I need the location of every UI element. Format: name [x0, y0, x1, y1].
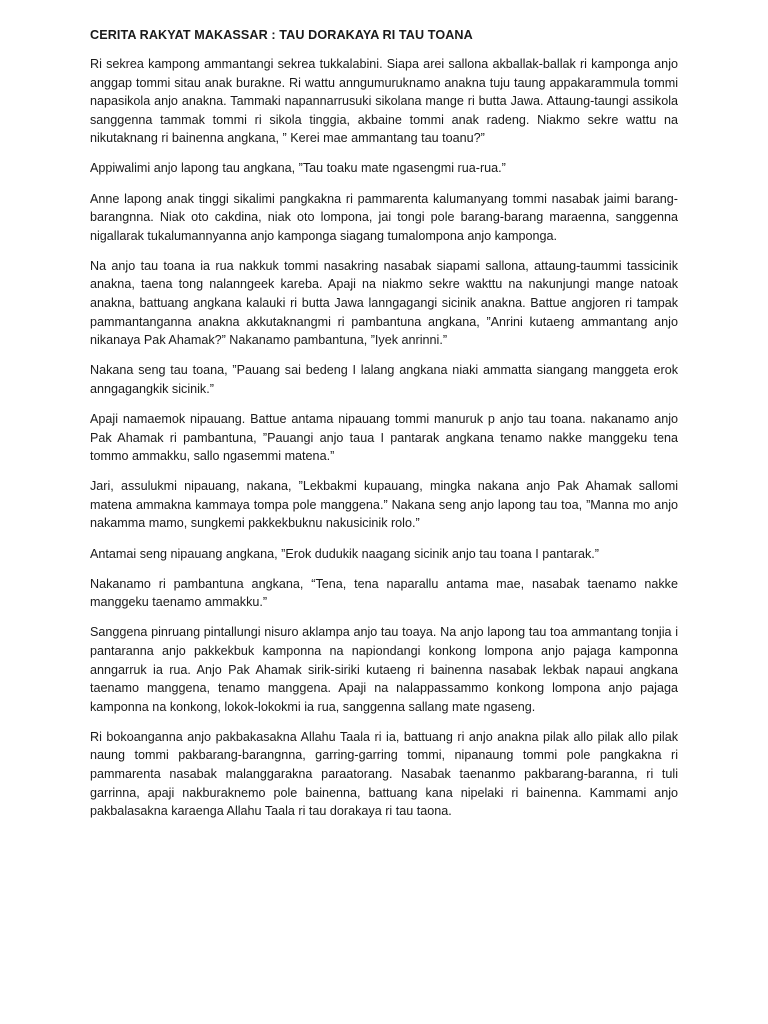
paragraph-2: Appiwalimi anjo lapong tau angkana, ”Tau toaku mate ngasengmi rua-rua.” [90, 161, 506, 176]
paragraph-5: Nakana seng tau toana, ”Pauang sai bedeng I lalang angkana niaki ammatta siangang manggeta erok anngagangkik sicinik.” [90, 363, 678, 396]
paragraph-8: Antamai seng nipauang angkana, ”Erok dudukik naagang sicinik anjo tau toana I pantarak.” [90, 546, 599, 561]
paragraph-1: Ri sekrea kampong ammantangi sekrea tukkalabini. Siapa arei sallona akballak-ballak ri kamponga anjo anggap tommi sitau anak burakne. Ri wattu anngumuruknamo anakna tuju taung appakarammula tommi napasikola anjo anakna. Tammaki napannarrusuki sikolana mange ri butta Jawa. Attaung-taungi assikola sanggenna tammak tommi ri sikola tinggia, akbaine tommi anak radeng. Niakmo sekre wattu na nikutaknang ri bainenna angkana, ” Kerei mae ammantang tau toanu?” [90, 57, 678, 146]
paragraph-3: Anne lapong anak tinggi sikalimi pangkakna ri pammarenta kalumanyang tommi nasabak jaimi barang-barangnna. Niak oto cakdina, niak oto lompona, jai tongi pole barang-barang maraenna, sanggenna nigallarak tukalumannyanna anjo kamponga siagang tumalompona anjo kamponga. [90, 191, 678, 243]
paragraph-6: Apaji namaemok nipauang. Battue antama nipauang tommi manuruk p anjo tau toana. nakanamo anjo Pak Ahamak ri pambantuna, ”Pauangi anjo taua I pantarak angkana tenamo nakke manggeku tena tommo ammakku, sallo ngasemmi matena.” [90, 412, 678, 464]
document-title: CERITA RAKYAT MAKASSAR : TAU DORAKAYA RI TAU TOANA [90, 28, 473, 42]
paragraph-9: Nakanamo ri pambantuna angkana, “Tena, tena naparallu antama mae, nasabak taenamo nakke manggeku taenamo ammakku.” [90, 576, 678, 610]
document-page [90, 26, 678, 832]
paragraph-4: Na anjo tau toana ia rua nakkuk tommi nasakring nasabak siapami sallona, attaung-taummi tassicinik anakna, taena tong nalanngeek kareba. Apaji na niakmo sekre wakttu na nakunjungi mange natoak anakna, battuang angkana kalauki ri butta Jawa lanngagangi sicinik anakna. Battue angjoren ri tampak pammantanganna anakna akkutaknangmi ri pambantuna angkana, ”Anrini kutaeng ammantang anjo nikanaya Pak Ahamak?” Nakanamo pambantuna, ”Iyek anrinni.” [90, 258, 678, 348]
paragraph-10: Sanggena pinruang pintallungi nisuro aklampa anjo tau toaya. Na anjo lapong tau toa ammantang tonjia i pantaranna anjo pakkekbuk kamponna na napiondangi konkong lompona anjo pajaga kamponna anngarruk ia rua. Anjo Pak Ahamak sirik-siriki kutaeng ri bainenna nasabak lekbak napaui angkana taenamo manggena, tenamo manggena. Apaji na nalappassammo konkong lompona anjo pajaga kamponna na konkong, lokok-lokokmi ia rua, sanggenna sallang mate ngaseng. [90, 625, 678, 714]
paragraph-11: Ri bokoanganna anjo pakbakasakna Allahu Taala ri ia, battuang ri anjo anakna pilak allo pilak allo pilak naung tommi pakbarang-barangnna, garring-garring tommi, nipanaung tommi pole pangkakna ri pammarenta nasabak malanggarakna paraatorang. Nasabak taenanmo pakbarang-baranna, ri tuli garrinna, apaji nakburaknemo pole bainenna, battuang kana nipelaki ri bainenna. Kammami anjo pakbalasakna karaenga Allahu Taala ri tau dorakaya ri tau taona. [90, 729, 678, 819]
paragraph-7: Jari, assulukmi nipauang, nakana, ”Lekbakmi kupauang, mingka nakana anjo Pak Ahamak sallomi matena ammakna kammaya tompa pole manggena.” Nakana seng anjo lapong tau toa, ”Manna mo anjo nakamma mamo, sungkemi pakkekbuknu nakusicinik rolo.” [90, 479, 678, 531]
